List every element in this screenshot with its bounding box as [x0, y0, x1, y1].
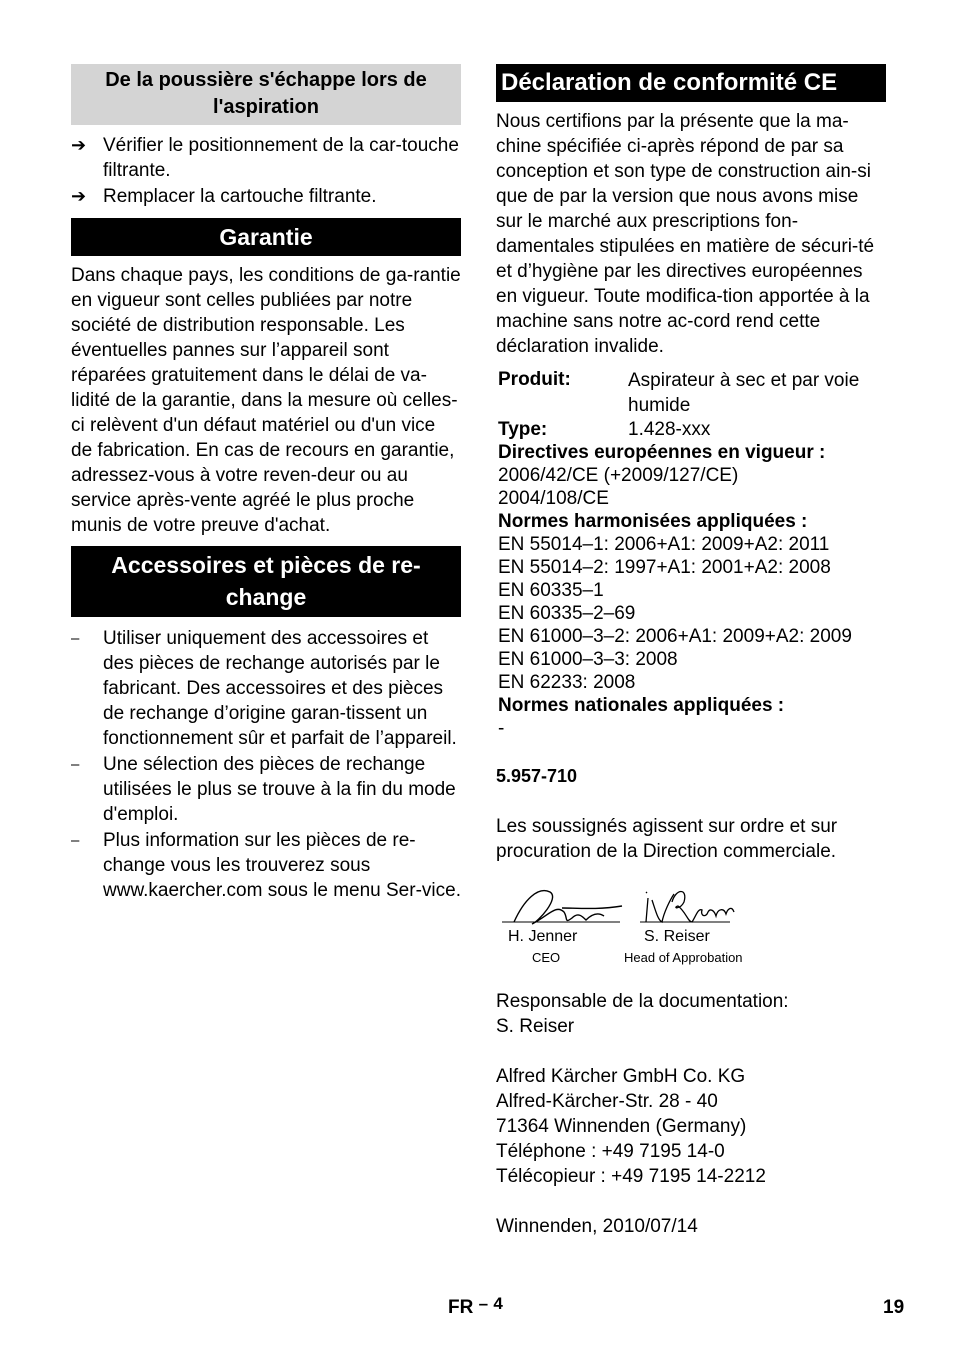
directives-label: Directives européennes en vigueur : — [498, 442, 826, 463]
normes-label: Normes harmonisées appliquées : — [498, 511, 808, 532]
garantie-text: Dans chaque pays, les conditions de ga-rantie en vigueur sont celles publiées par notre société de distribution responsable. Les éventuelles pannes sur l’appareil sont réparées gratuitement dans le délai de va-lidité de la garantie, dans la mesure où celles-ci relèvent d'un défaut matériel ou d'un vice de fabrication. En cas de recours en garantie, adressez-vous à votre reven-deur ou au service après-vente agréé le plus proche munis de votre preuve d'achat. — [71, 265, 461, 536]
arrow-right-icon: ➔ — [71, 135, 87, 155]
type-row: Type: 1.428-xxx — [498, 419, 711, 440]
address-block: Alfred Kärcher GmbH Co. KG Alfred-Kärcher-Str. 28 - 40 71364 Winnenden (Germany) Téléphone : +49 7195 14-0 Télécopieur : +49 7195 14-2212 — [496, 1066, 766, 1187]
nationales-label: Normes nationales appliquées : — [498, 695, 785, 716]
signatures — [496, 882, 886, 974]
responsable-block: Responsable de la documentation: S. Reiser — [496, 991, 789, 1037]
list-item: ➔ Vérifier le positionnement de la car-touche filtrante. — [71, 135, 459, 181]
dust-heading: De la poussière s'échappe lors de l'aspiration — [71, 64, 461, 125]
accessoires-heading: Accessoires et pièces de re-change — [71, 546, 461, 617]
sig2-title: Head of Approbation — [624, 950, 743, 965]
garantie-heading: Garantie — [71, 218, 461, 256]
accessoires-list — [71, 626, 461, 903]
sig1-title: CEO — [532, 950, 561, 965]
sig2-name: S. Reiser — [644, 928, 710, 945]
footer-lang: FR – 4 — [448, 1294, 503, 1318]
sig1-name: H. Jenner — [508, 928, 578, 945]
soussignes-text: Les soussignés agissent sur ordre et sur procuration de la Direction commerciale. — [496, 816, 838, 862]
list-item: – Utiliser uniquement des accessoires et des pièces de rechange autorisés par le fabricant. Des accessoires et des pièces de rechange d’origine garan-tissent un fonctionnement sûr et parfait de l’appareil. — [71, 628, 457, 749]
left-column — [71, 64, 461, 904]
dust-list — [71, 133, 461, 209]
produit-row: Produit: Aspirateur à sec et par voie humide — [498, 369, 860, 416]
list-item: – Plus information sur les pièces de re-change vous les trouverez sous www.kaercher.com sous le menu Ser-vice. — [71, 830, 461, 901]
doc-number: 5.957-710 — [496, 766, 578, 786]
place-date: Winnenden, 2010/07/14 — [496, 1216, 698, 1237]
arrow-right-icon: ➔ — [71, 186, 87, 206]
declaration-table: Produit: Aspirateur à sec et par voie humide Type: 1.428-xxx Directives européennes en vigueur : 2006/42/CE (+2009/127/CE) 2004/108/CE Normes harmonisées appliquées : EN 55014–1: 2006+A1: 2009+A2: 2011 EN 55014–2: 1997+A1: 2001+A2: 2008 EN 60335–1 EN 60335–2–69 EN 61000–3–2: 2006+A1: 2009+A2: 2009 EN 61000–3–3: 2008 EN 62233: 2008 Normes nationales appliquées : - — [496, 368, 886, 740]
list-item: – Une sélection des pièces de rechange utilisées le plus se trouve à la fin du mode d'emploi. — [71, 754, 456, 825]
handwritten-signature-icon — [502, 882, 762, 934]
declaration-text: Nous certifions par la présente que la ma-chine spécifiée ci-après répond de par sa conception et son type de construction ain-si que de par la version que nous avons mise sur le marché aux prescriptions fon-damentales stipulées en matière de sécuri-té et d’hygiène par les directives européennes en vigueur. Toute modifica-tion apportée à la machine sans notre ac-cord rend cette déclaration invalide. — [496, 111, 875, 357]
declaration-heading: Déclaration de conformité CE — [496, 64, 886, 102]
right-column — [496, 64, 886, 1239]
page-number: 19 — [883, 1297, 905, 1318]
list-item: ➔ Remplacer la cartouche filtrante. — [71, 186, 377, 207]
